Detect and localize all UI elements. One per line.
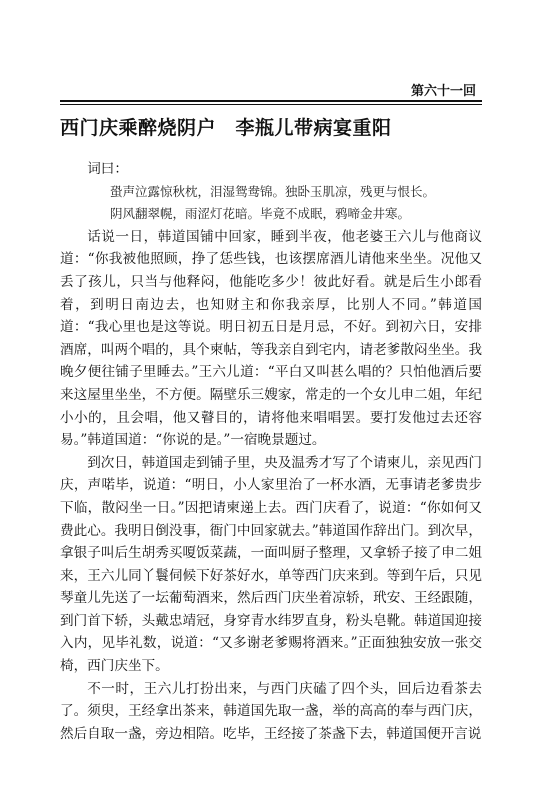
- ci-label: 词曰：: [87, 161, 128, 177]
- header-rule-thick: [60, 100, 482, 102]
- paragraph: 话说一日，韩道国铺中回家，睡到半夜，他老婆王六儿与他商议道：“你我被他照顾，挣了恁些钱，也该摆席酒儿请他来坐坐。况他又丢了孩儿，只当与他释闷，他能吃多少！彼此好看。就是后生小郎看着，到明日南边去，也知财主和你我亲厚，比别人不同。”韩道国道：“我心里也是这等说。明日初五日是月忌，不好。到初六日，安排酒席，叫两个唱的，具个柬帖，等我亲自到宅内，请老爹散闷坐坐。我晚夕便往铺子里睡去。”王六儿道：“平白又叫甚么唱的？只怕他酒后要来这屋里坐坐，不方便。隔壁乐三嫂家，常走的一个女儿申二姐，年纪小小的，且会唱，他又瞽目的，请将他来唱唱罢。要打发他过去还容易。”韩道国道：“你说的是。”一宿晚景题过。: [60, 228, 482, 449]
- verse-line: 蛩声泣露惊秋枕，泪湿鸳鸯锦。独卧玉肌凉，残更与恨长。: [110, 183, 436, 199]
- running-head: 第六十一回: [410, 84, 476, 99]
- header-rule-thin: [60, 104, 482, 105]
- paragraph: 不一时，王六儿打扮出来，与西门庆磕了四个头，回后边看茶去了。须臾，王经拿出茶来，韩道国先取一盏，举的高高的奉与西门庆，然后自取一盏，旁边相陪。吃毕，王经接了茶盏下去，韩道国便开言说: [60, 680, 482, 742]
- chapter-title: 西门庆乘醉烧阴户 李瓶儿带病宴重阳: [60, 117, 392, 139]
- verse-line: 阴风翻翠幌，雨涩灯花暗。毕竟不成眠，鸦啼金井寒。: [110, 206, 411, 222]
- body-text: [60, 158, 482, 745]
- paragraph: 到次日，韩道国走到铺子里，央及温秀才写了个请柬儿，亲见西门庆，声喏毕，说道：“明日，小人家里治了一杯水酒，无事请老爹贵步下临，散闷坐一日。”因把请柬递上去。西门庆看了，说道：“你如何又费此心。我明日倒没事，衙门中回家就去。”韩道国作辞出门。到次早，拿银子叫后生胡秀买嗄饭菜蔬，一面叫厨子整理，又拿轿子接了申二姐来，王六儿同丫鬟伺候下好茶好水，单等西门庆来到。等到午后，只见琴童儿先送了一坛葡萄酒来，然后西门庆坐着凉轿，玳安、王经跟随，到门首下轿，头戴忠靖冠，身穿青水纬罗直身，粉头皂靴。韩道国迎接入内，见毕礼数，说道：“又多谢老爹赐将酒来。”正面独独安放一张交椅，西门庆坐下。: [60, 454, 482, 675]
